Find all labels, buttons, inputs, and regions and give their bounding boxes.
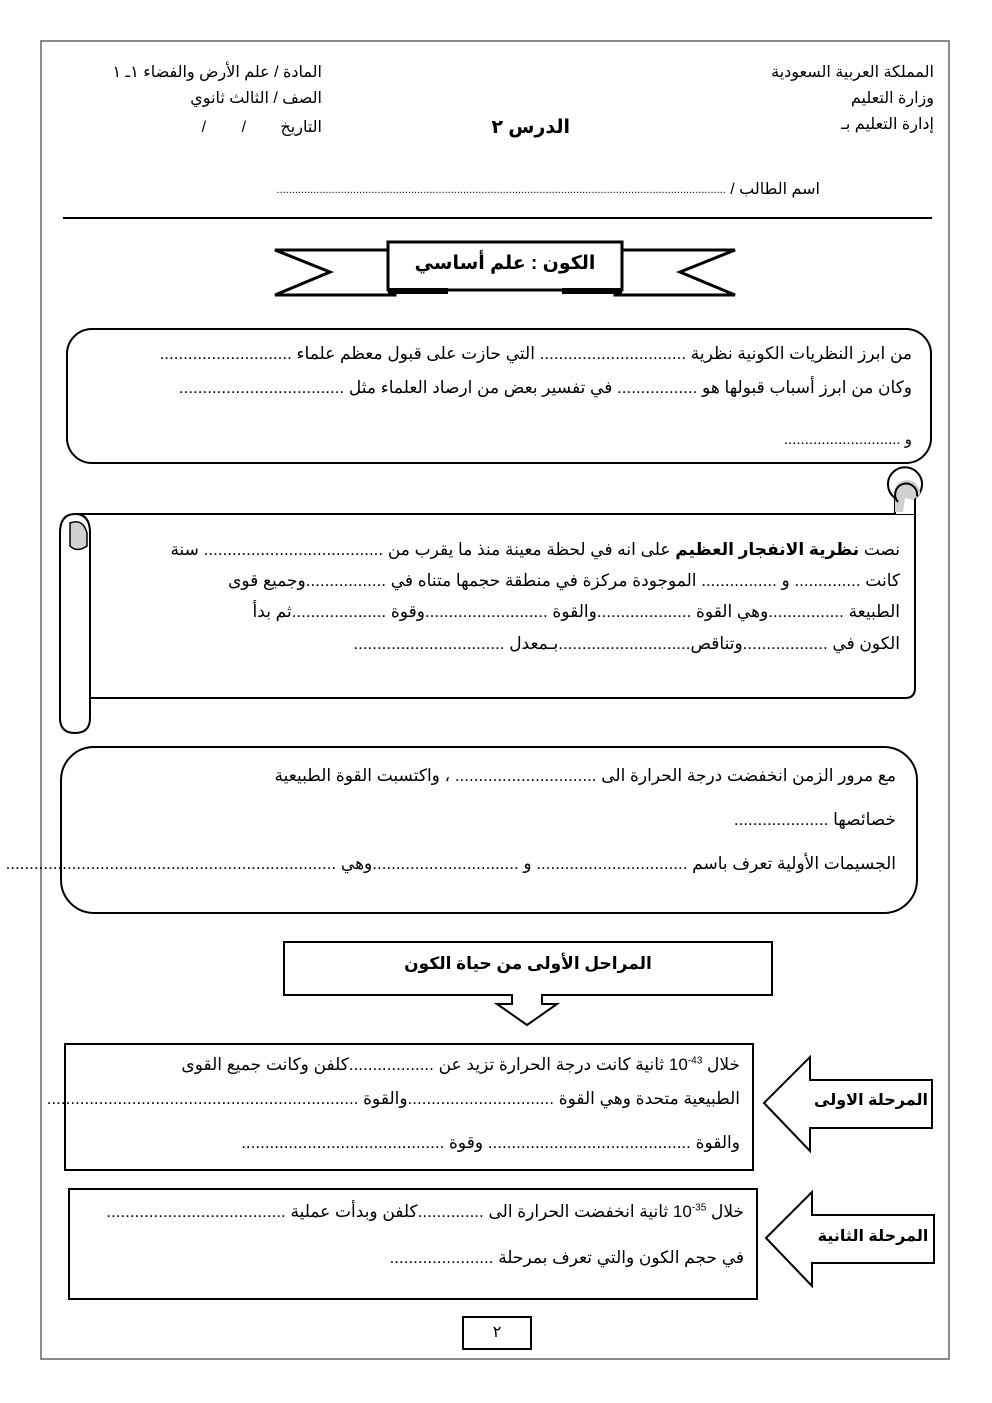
scroll-line2: كانت .............. و ................ الموجودة مركزة في منطقة حجمها متناه في .................وجميع قوى bbox=[228, 571, 900, 590]
lesson-title: الدرس ٢ bbox=[491, 117, 570, 138]
education-department: إدارة التعليم بـ bbox=[841, 116, 934, 133]
stage1-label: المرحلة الاولى bbox=[814, 1092, 928, 1109]
section1-line2: وكان من ابرز أسباب قبولها هو ................. في تفسير بعض من ارصاد العلماء مثل ................................... bbox=[178, 378, 912, 397]
section1-line1: من ابرز النظريات الكونية نظرية ............................... التي حازت على قبول معظم علماء ............................ bbox=[159, 344, 912, 363]
kingdom-name: المملكة العربية السعودية bbox=[771, 64, 934, 81]
page-number: ٢ bbox=[492, 1324, 502, 1341]
date-field[interactable]: / / bbox=[201, 119, 247, 136]
banner-title: الكون : علم أساسي bbox=[414, 253, 596, 274]
big-bang-theory-term: نظرية الانفجار العظيم bbox=[675, 540, 860, 559]
header-divider bbox=[63, 217, 932, 219]
header-course-info bbox=[113, 60, 323, 141]
stage2-line1: خلال $10^{-35}$ ثانية انخفضت الحرارة الى ..............كلفن وبدأت عملية ...................................... bbox=[106, 1202, 744, 1221]
date-label: التاريخ bbox=[280, 119, 322, 136]
section-temperature-box bbox=[5, 746, 918, 914]
section1-line3: و ............................ bbox=[783, 431, 912, 448]
stage1-content-box bbox=[46, 1043, 754, 1171]
page-number-box bbox=[462, 1316, 532, 1350]
stages-title: المراحل الأولى من حياة الكون bbox=[404, 954, 652, 973]
ministry-name: وزارة التعليم bbox=[850, 90, 934, 107]
section3-line3: الجسيمات الأولية تعرف باسم ................................ و ...............................وهي ...................................................................... bbox=[5, 854, 896, 873]
date-row bbox=[113, 112, 323, 141]
scroll-line3: الطبيعة ................وهي القوة ....................والقوة ..........................وقوة ....................ثم بدأ bbox=[252, 602, 900, 621]
stage1-line2: الطبيعية متحدة وهي القوة ...............................والقوة .................................................................. bbox=[46, 1089, 740, 1108]
stage2-line2: في حجم الكون والتي تعرف بمرحلة ...................... bbox=[389, 1248, 744, 1267]
scroll-line4: الكون في ..................وتناقص............................بـمعدل ................................ bbox=[353, 634, 900, 653]
student-name-row bbox=[170, 177, 820, 203]
section3-line2: خصائصها .................... bbox=[733, 810, 896, 829]
grade-label: الصف / الثالث ثانوي bbox=[190, 90, 322, 107]
scroll-line1: نصت نظرية الانفجار العظيم على انه في لحظة معينة منذ ما يقرب من ...................................... سنة bbox=[170, 540, 900, 559]
header-institution bbox=[771, 60, 934, 138]
student-name-field[interactable]: ................................................................................................................................................... bbox=[276, 184, 726, 196]
subject-label: المادة / علم الأرض والفضاء ١ـ ١ bbox=[112, 64, 322, 81]
section3-line1: مع مرور الزمن انخفضت درجة الحرارة الى .............................. ، واكتسبت القوة الطبيعية bbox=[274, 766, 896, 785]
stage1-line1: خلال $10^{-43}$ ثانية كانت درجة الحرارة تزيد عن ..................كلفن وكانت جميع القوى bbox=[181, 1055, 740, 1074]
section-theories-box bbox=[66, 328, 932, 464]
stage2-content-box bbox=[68, 1188, 758, 1300]
stage1-line3: والقوة ........................................... وقوة ........................................... bbox=[241, 1133, 740, 1152]
student-name-label: اسم الطالب / bbox=[730, 181, 820, 198]
stage2-label: المرحلة الثانية bbox=[817, 1228, 929, 1245]
